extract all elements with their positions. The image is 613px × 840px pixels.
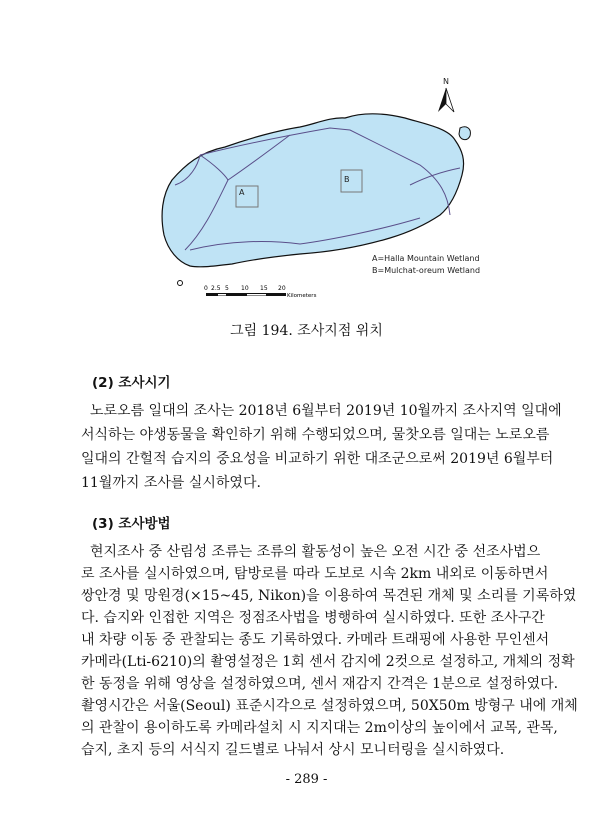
scale-tick: 0 bbox=[204, 285, 208, 292]
site-b-label: B bbox=[344, 175, 350, 184]
north-label: N bbox=[443, 77, 449, 86]
page-number: - 289 - bbox=[285, 772, 328, 787]
paragraph-line: 일대의 간헐적 습지의 중요성을 비교하기 위한 대조군으로써 2019년 6월부터 bbox=[81, 451, 554, 467]
jeju-map-figure bbox=[0, 0, 613, 345]
paragraph-line: 서식하는 야생동물을 확인하기 위해 수행되었으며, 물찻오름 일대는 노로오름 bbox=[81, 427, 550, 443]
section-heading-3: (3) 조사방법 bbox=[92, 516, 171, 532]
scale-bar bbox=[204, 285, 317, 299]
paragraph-line: 다. 습지와 인접한 지역은 정점조사법을 병행하여 실시하였다. 또한 조사구간 bbox=[81, 610, 545, 626]
paragraph-line: 로 조사를 실시하였으며, 탐방로를 따라 도보로 시속 2km 내외로 이동하면서 bbox=[81, 566, 549, 582]
legend-a: A=Halla Mountain Wetland bbox=[372, 254, 480, 263]
paragraph-line: 노로오름 일대의 조사는 2018년 6월부터 2019년 10월까지 조사지역 일대에 bbox=[90, 403, 562, 419]
scale-tick: 10 bbox=[241, 285, 249, 292]
islet bbox=[178, 281, 183, 286]
paragraph-line: 현지조사 중 산림성 조류는 조류의 활동성이 높은 오전 시간 중 선조사법으 bbox=[90, 544, 541, 560]
paragraph-line: 카메라(Lti-6210)의 촬영설정은 1회 센서 감지에 2컷으로 설정하고, 개체의 정확 bbox=[81, 654, 575, 670]
paragraph-line: 쌍안경 및 망원경(×15~45, Nikon)을 이용하여 목견된 개체 및 소리를 기록하였 bbox=[81, 588, 577, 604]
scale-tick: 2.5 bbox=[211, 285, 221, 292]
paragraph-line: 한 동정을 위해 영상을 설정하였으며, 센서 재감지 간격은 1분으로 설정하였다. bbox=[81, 676, 559, 692]
scale-tick: 5 bbox=[225, 285, 229, 292]
north-arrow-icon bbox=[438, 88, 446, 112]
paragraph-line: 습지, 초지 등의 서식지 길드별로 나눠서 상시 모니터링을 실시하였다. bbox=[81, 742, 505, 758]
section-heading-2: (2) 조사시기 bbox=[92, 375, 171, 391]
site-a-label: A bbox=[239, 188, 245, 197]
paragraph-line: 촬영시간은 서울(Seoul) 표준시각으로 설정하였으며, 50X50m 방형구 내에 개체 bbox=[81, 698, 578, 714]
legend-b: B=Mulchat-oreum Wetland bbox=[372, 266, 481, 275]
jeju-island bbox=[162, 114, 464, 267]
scale-unit: Kilometers bbox=[287, 293, 317, 299]
paragraph-line: 내 차량 이동 중 관찰되는 종도 기록하였다. 카메라 트래핑에 사용한 무인센서 bbox=[81, 632, 550, 648]
figure-caption: 그림 194. 조사지점 위치 bbox=[230, 323, 383, 339]
scale-tick: 15 bbox=[260, 285, 268, 292]
scale-tick: 20 bbox=[278, 285, 286, 292]
paragraph-line: 11월까지 조사를 실시하였다. bbox=[81, 475, 261, 491]
udo-island bbox=[459, 127, 470, 140]
paragraph-line: 의 관찰이 용이하도록 카메라설치 시 지지대는 2m이상의 높이에서 교목, 관목, bbox=[81, 720, 558, 736]
